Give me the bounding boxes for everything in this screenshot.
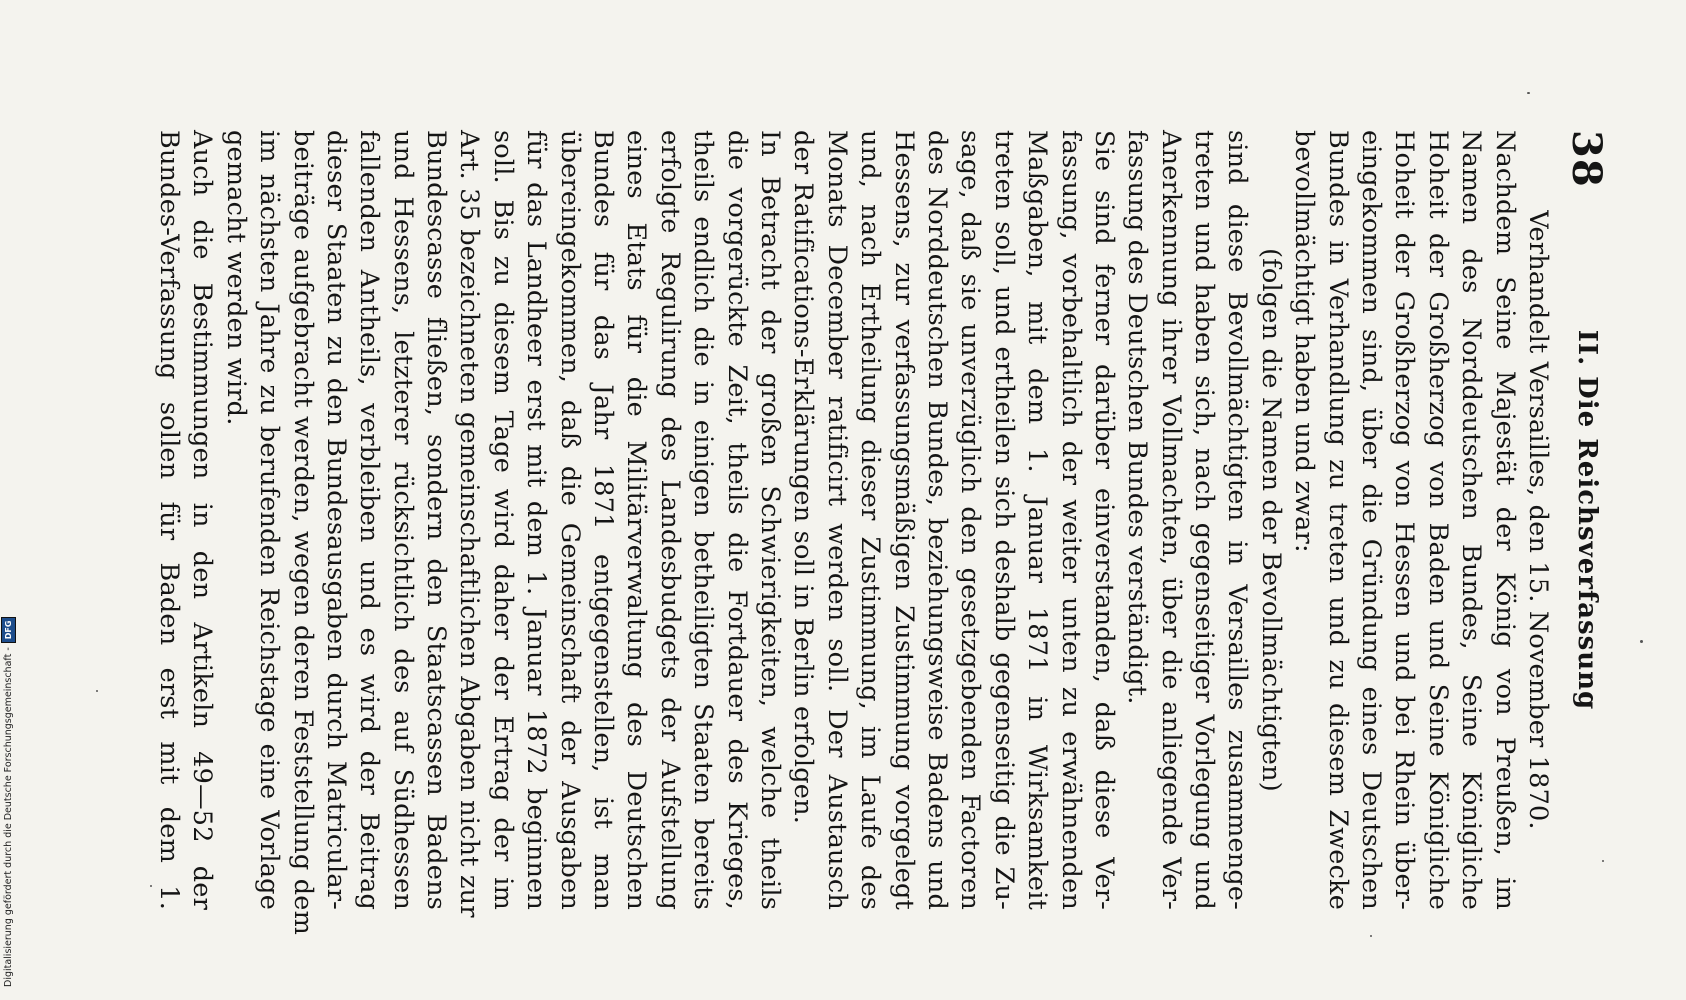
text-line: gemacht werden wird. [220,130,251,426]
scan-speck [96,690,98,692]
scan-speck [1602,860,1604,862]
rotated-book-page [136,40,1636,980]
digitization-note [1,617,16,987]
text-line: fassung, vorbehaltlich der weiter unten zu erwähnenden [1055,130,1086,910]
text-line: In Betracht der großen Schwierigkeiten, welche theils [755,130,786,910]
text-line: Art. 35 bezeichneten gemeinschaftlichen Abgaben nicht zur [454,130,485,918]
text-line: Hessens, zur verfassungsmäßigen Zustimmung vorgelegt [888,130,919,910]
text-line: eingekommen sind, über die Gründung eines Deutschen [1356,130,1387,910]
text-line: sage, daß sie unverzüglich den gesetzgebenden Factoren [955,130,986,910]
body-text [152,130,1554,935]
text-line: und Hessens, letzterer rücksichtlich des auf Südhessen [387,130,418,910]
text-line: übereingekommen, daß die Gemeinschaft der Ausgaben [554,130,585,910]
page-header [1560,130,1610,910]
text-line: für das Landheer erst mit dem 1. Januar 1872 beginnen [521,130,552,910]
text-line: eines Etats für die Militärverwaltung des Deutschen [621,130,652,910]
text-line: beiträge aufgebracht werden, wegen deren Feststellung dem [287,130,318,935]
page-number: 38 [1563,130,1610,188]
text-line: Sie sind ferner darüber einverstanden, daß diese Ver- [1088,130,1119,910]
text-line: im nächsten Jahre zu berufenden Reichstage eine Vorlage [254,130,285,910]
text-line: Auch die Bestimmungen in den Artikeln 49—52 der [187,130,218,910]
text-line: und, nach Ertheilung dieser Zustimmung, im Laufe des [855,130,886,910]
running-head: II. Die Reichsverfassung [1572,329,1602,711]
text-line: Bundes für das Jahr 1871 entgegenstellen, ist man [588,130,619,910]
text-line: theils endlich die in einigen betheiligten Staaten bereits [688,130,719,910]
text-line: Bundes-Verfassung sollen für Baden erst mit dem 1. [153,130,184,910]
text-line: soll. Bis zu diesem Tage wird daher der Ertrag der im [487,130,518,910]
text-line: Monats December ratificirt werden soll. Der Austausch [821,130,852,910]
text-line: Namen des Norddeutschen Bundes, Seine Königliche [1456,130,1487,910]
text-line: dieser Staaten zu den Bundesausgaben durch Matricular- [320,130,351,910]
text-line: Maßgaben, mit dem 1. Januar 1871 in Wirksamkeit [1022,130,1053,910]
text-line: erfolgte Regulirung des Landesbudgets der Aufstellung [654,130,685,910]
text-line: des Norddeutschen Bundes, beziehungsweise Badens und [921,130,952,910]
scan-speck [1527,92,1530,94]
text-line: (folgen die Namen der Bevollmächtigten) [1255,248,1286,792]
text-line: bevollmächtigt haben und zwar: [1289,130,1320,553]
text-line: fassung des Deutschen Bundes verständigt. [1122,130,1153,705]
text-line: Anerkennung ihrer Vollmachten, über die anliegende Ver- [1155,130,1186,910]
text-line: Hoheit der Großherzog von Hessen und bei Rhein über- [1389,130,1420,910]
scan-speck [1640,640,1643,643]
text-line: die vorgerückte Zeit, theils die Fortdauer des Krieges, [721,130,752,910]
text-line: treten und haben sich, nach gegenseitiger Vorlegung und [1189,130,1220,910]
dfg-logo-icon: DFG [1,617,16,644]
text-line: der Ratifications-Erklärungen soll in Berlin erfolgen. [788,130,819,825]
text-line: fallenden Antheils, verbleiben und es wird der Beitrag [354,130,385,910]
text-line: Nachdem Seine Majestät der König von Preußen, im [1489,130,1520,910]
text-line: Verhandelt Versailles, den 15. November 1870. [1523,210,1553,830]
text-line: Bundescasse fließen, sondern den Staatscassen Badens [421,130,452,910]
digitization-note-text: Digitalisierung gefördert durch die Deutsche Forschungsgemeinschaft - [3,647,14,987]
text-line: Bundes in Verhandlung zu treten und zu diesem Zwecke [1322,130,1353,910]
scan-speck [150,885,152,887]
text-line: Hoheit der Großherzog von Baden und Seine Königliche [1422,130,1453,910]
text-line: treten soll, und ertheilen sich deshalb gegenseitig die Zu- [988,130,1019,910]
scan-speck [1370,935,1372,937]
text-line: sind diese Bevollmächtigten in Versailles zusammenge- [1222,130,1253,910]
